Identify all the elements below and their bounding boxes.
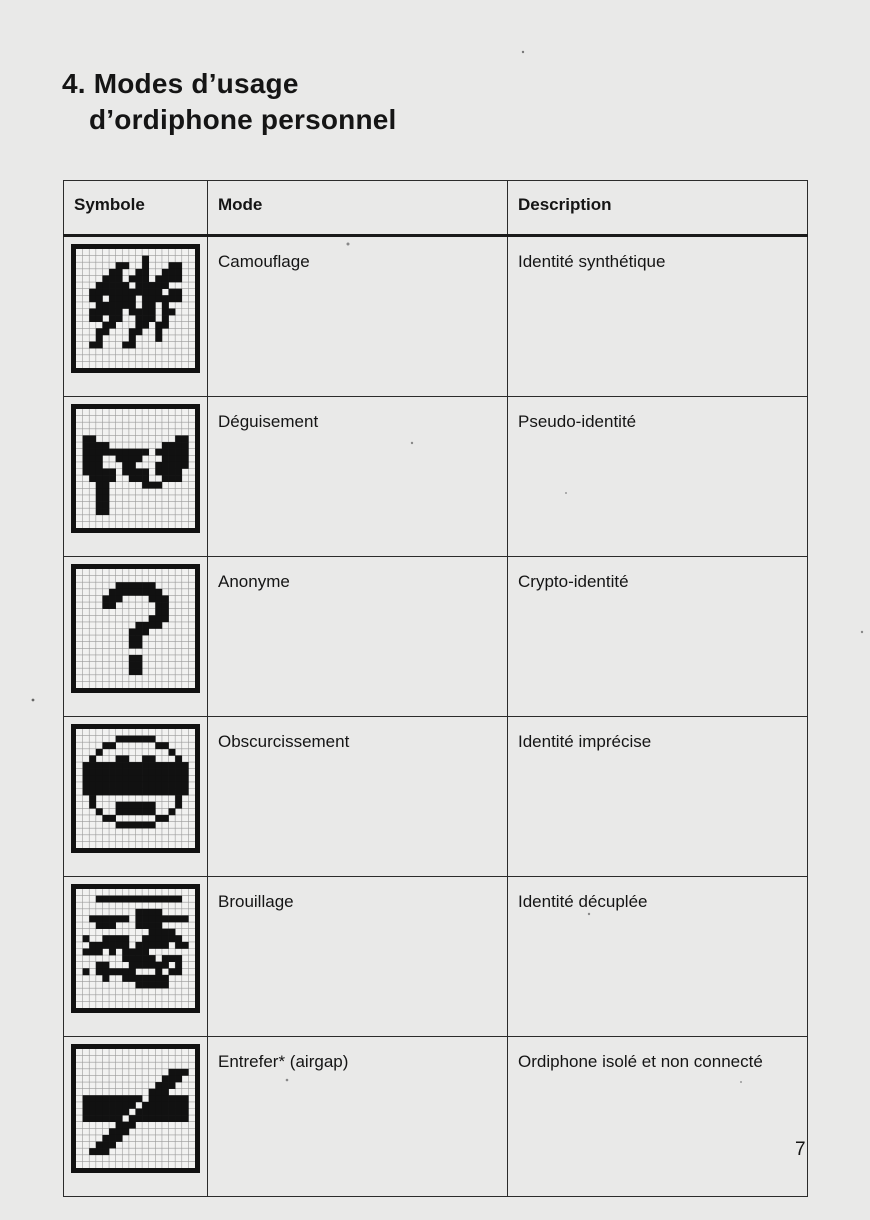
mode-cell: Obscurcissement xyxy=(208,717,508,877)
header-description: Description xyxy=(508,181,808,236)
mask-pixel-icon xyxy=(64,397,207,533)
blindfold-face-pixel-icon xyxy=(64,717,207,853)
scramble-pixel-glyph xyxy=(71,884,200,1013)
page-title-line1: 4. Modes d’usage xyxy=(62,68,299,99)
airgap-slash-pixel-glyph xyxy=(71,1044,200,1173)
modes-table xyxy=(63,180,808,1197)
description-cell: Identité décuplée xyxy=(508,877,808,1037)
description-cell: Ordiphone isolé et non connecté xyxy=(508,1037,808,1197)
mode-cell: Déguisement xyxy=(208,397,508,557)
table-row xyxy=(64,236,808,397)
header-symbol: Symbole xyxy=(64,181,208,236)
mode-cell: Anonyme xyxy=(208,557,508,717)
description-cell: Identité imprécise xyxy=(508,717,808,877)
table-header-row xyxy=(64,181,808,236)
page-number: 7 xyxy=(795,1139,806,1160)
mode-cell: Camouflage xyxy=(208,236,508,397)
header-mode: Mode xyxy=(208,181,508,236)
description-cell: Identité synthétique xyxy=(508,236,808,397)
question-mark-pixel-glyph xyxy=(71,564,200,693)
table-row xyxy=(64,557,808,717)
table-row xyxy=(64,717,808,877)
camouflage-pixel-icon xyxy=(64,237,207,373)
mode-cell: Entrefer* (airgap) xyxy=(208,1037,508,1197)
description-cell: Pseudo-identité xyxy=(508,397,808,557)
mode-cell: Brouillage xyxy=(208,877,508,1037)
mask-pixel-glyph xyxy=(71,404,200,533)
table-row xyxy=(64,877,808,1037)
page-title xyxy=(62,66,397,138)
camouflage-pixel-glyph xyxy=(71,244,200,373)
description-cell: Crypto-identité xyxy=(508,557,808,717)
page-title-line2: d’ordiphone personnel xyxy=(89,104,397,135)
question-mark-pixel-icon xyxy=(64,557,207,693)
airgap-slash-pixel-icon xyxy=(64,1037,207,1173)
table-row xyxy=(64,397,808,557)
scramble-pixel-icon xyxy=(64,877,207,1013)
table-row xyxy=(64,1037,808,1197)
blindfold-face-pixel-glyph xyxy=(71,724,200,853)
